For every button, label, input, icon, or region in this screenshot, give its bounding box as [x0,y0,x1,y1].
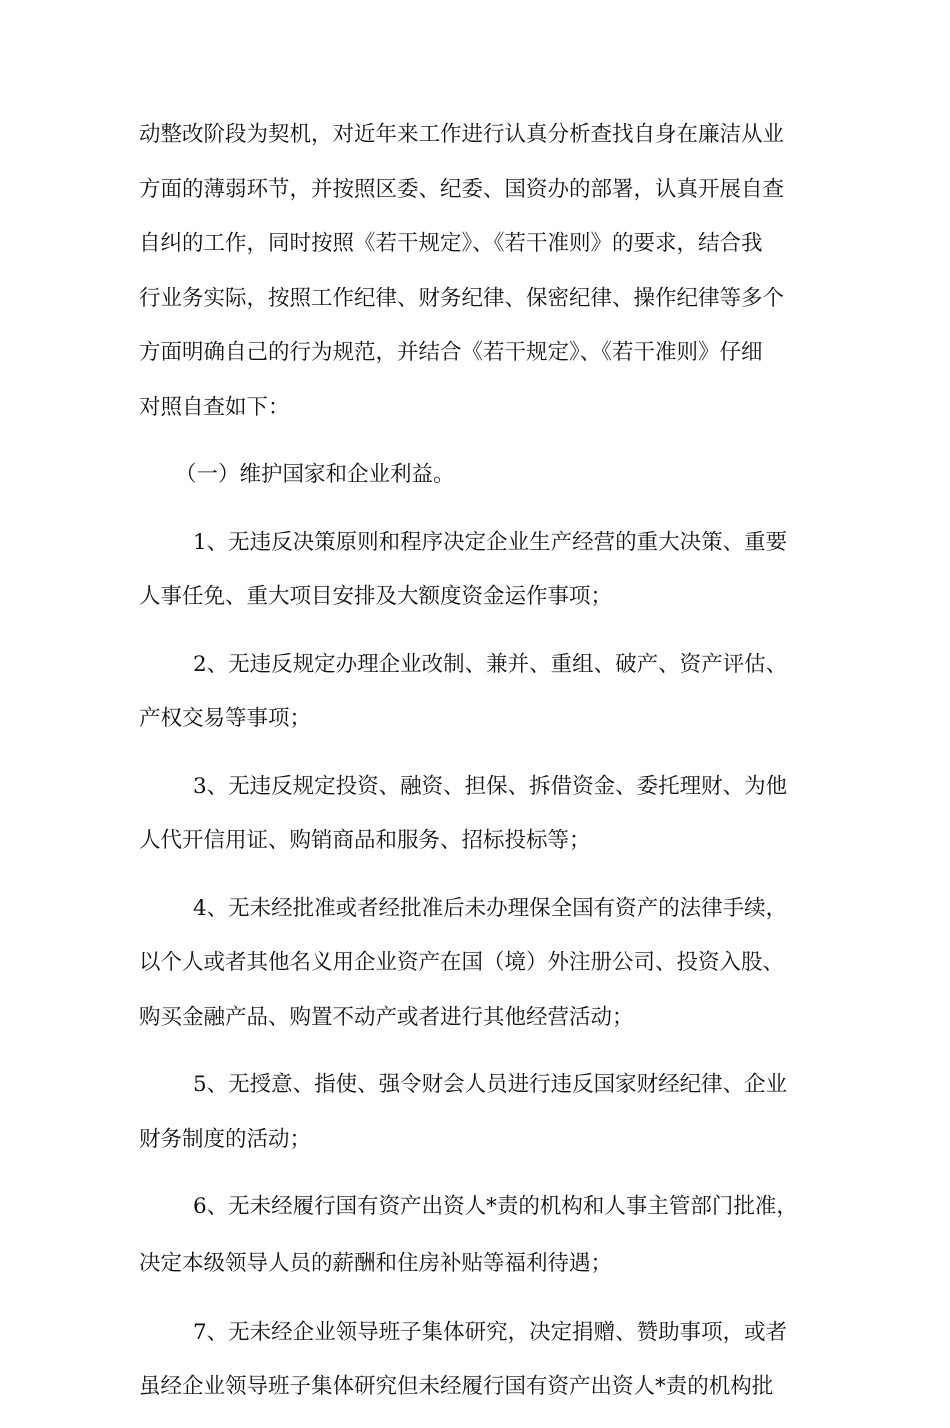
text-line: 5、无授意、指使、强令财会人员进行违反国家财经纪律、企业 [193,1072,788,1097]
list-item-1 [139,516,829,625]
text-line: 对照自查如下： [139,394,290,420]
text-line: 行业务实际，按照工作纪律、财务纪律、保密纪律、操作纪律等多个 [139,285,785,311]
text-line: 2、无违反规定办理企业改制、兼并、重组、破产、资产评估、 [193,651,788,677]
text-line: 7、无未经企业领导班子集体研究，决定捐赠、赞助事项，或者 [193,1319,788,1345]
section-heading-text: （一）维护国家和企业利益。 [175,462,455,487]
list-item-3 [139,760,829,869]
text-line: 3、无违反规定投资、融资、担保、拆借资金、委托理财、为他 [193,773,788,799]
text-line: 4、无未经批准或者经批准后未办理保全国有资产的法律手续， [193,895,788,921]
text-line: 方面的薄弱环节，并按照区委、纪委、国资办的部署，认真开展自查 [139,176,785,202]
list-item-5 [139,1058,829,1167]
text-line: 6、无未经履行国有资产出资人*责的机构和人事主管部门批准， [193,1194,798,1219]
text-line: 自纠的工作，同时按照《若干规定》、《若干准则》的要求，结合我 [139,231,763,256]
paragraph-intro [139,108,829,435]
list-item-4 [139,882,829,1046]
list-item-2 [139,638,829,747]
text-line: 人代开信用证、购销商品和服务、招标投标等； [139,828,591,853]
text-line: 决定本级领导人员的薪酬和住房补贴等福利待遇； [139,1250,613,1276]
text-line: 动整改阶段为契机，对近年来工作进行认真分析查找自身在廉洁从业 [139,122,785,147]
list-item-6 [139,1180,829,1293]
document-body [139,108,829,1428]
text-line: 产权交易等事项； [139,706,312,731]
text-line: 方面明确自己的行为规范，并结合《若干规定》、《若干准则》仔细 [139,340,763,365]
section-heading [139,448,829,503]
text-line: 人事任免、重大项目安排及大额度资金运作事项； [139,584,613,609]
text-line: 财务制度的活动； [139,1126,312,1152]
text-line: 以个人或者其他名义用企业资产在国（境）外注册公司、投资入股、 [139,950,785,975]
text-line: 虽经企业领导班子集体研究但未经履行国有资产出资人*责的机构批 [139,1374,774,1399]
text-line: 1、无违反决策原则和程序决定企业生产经营的重大决策、重要 [193,529,788,555]
list-item-7 [139,1306,829,1415]
text-line: 购买金融产品、购置不动产或者进行其他经营活动； [139,1004,634,1030]
